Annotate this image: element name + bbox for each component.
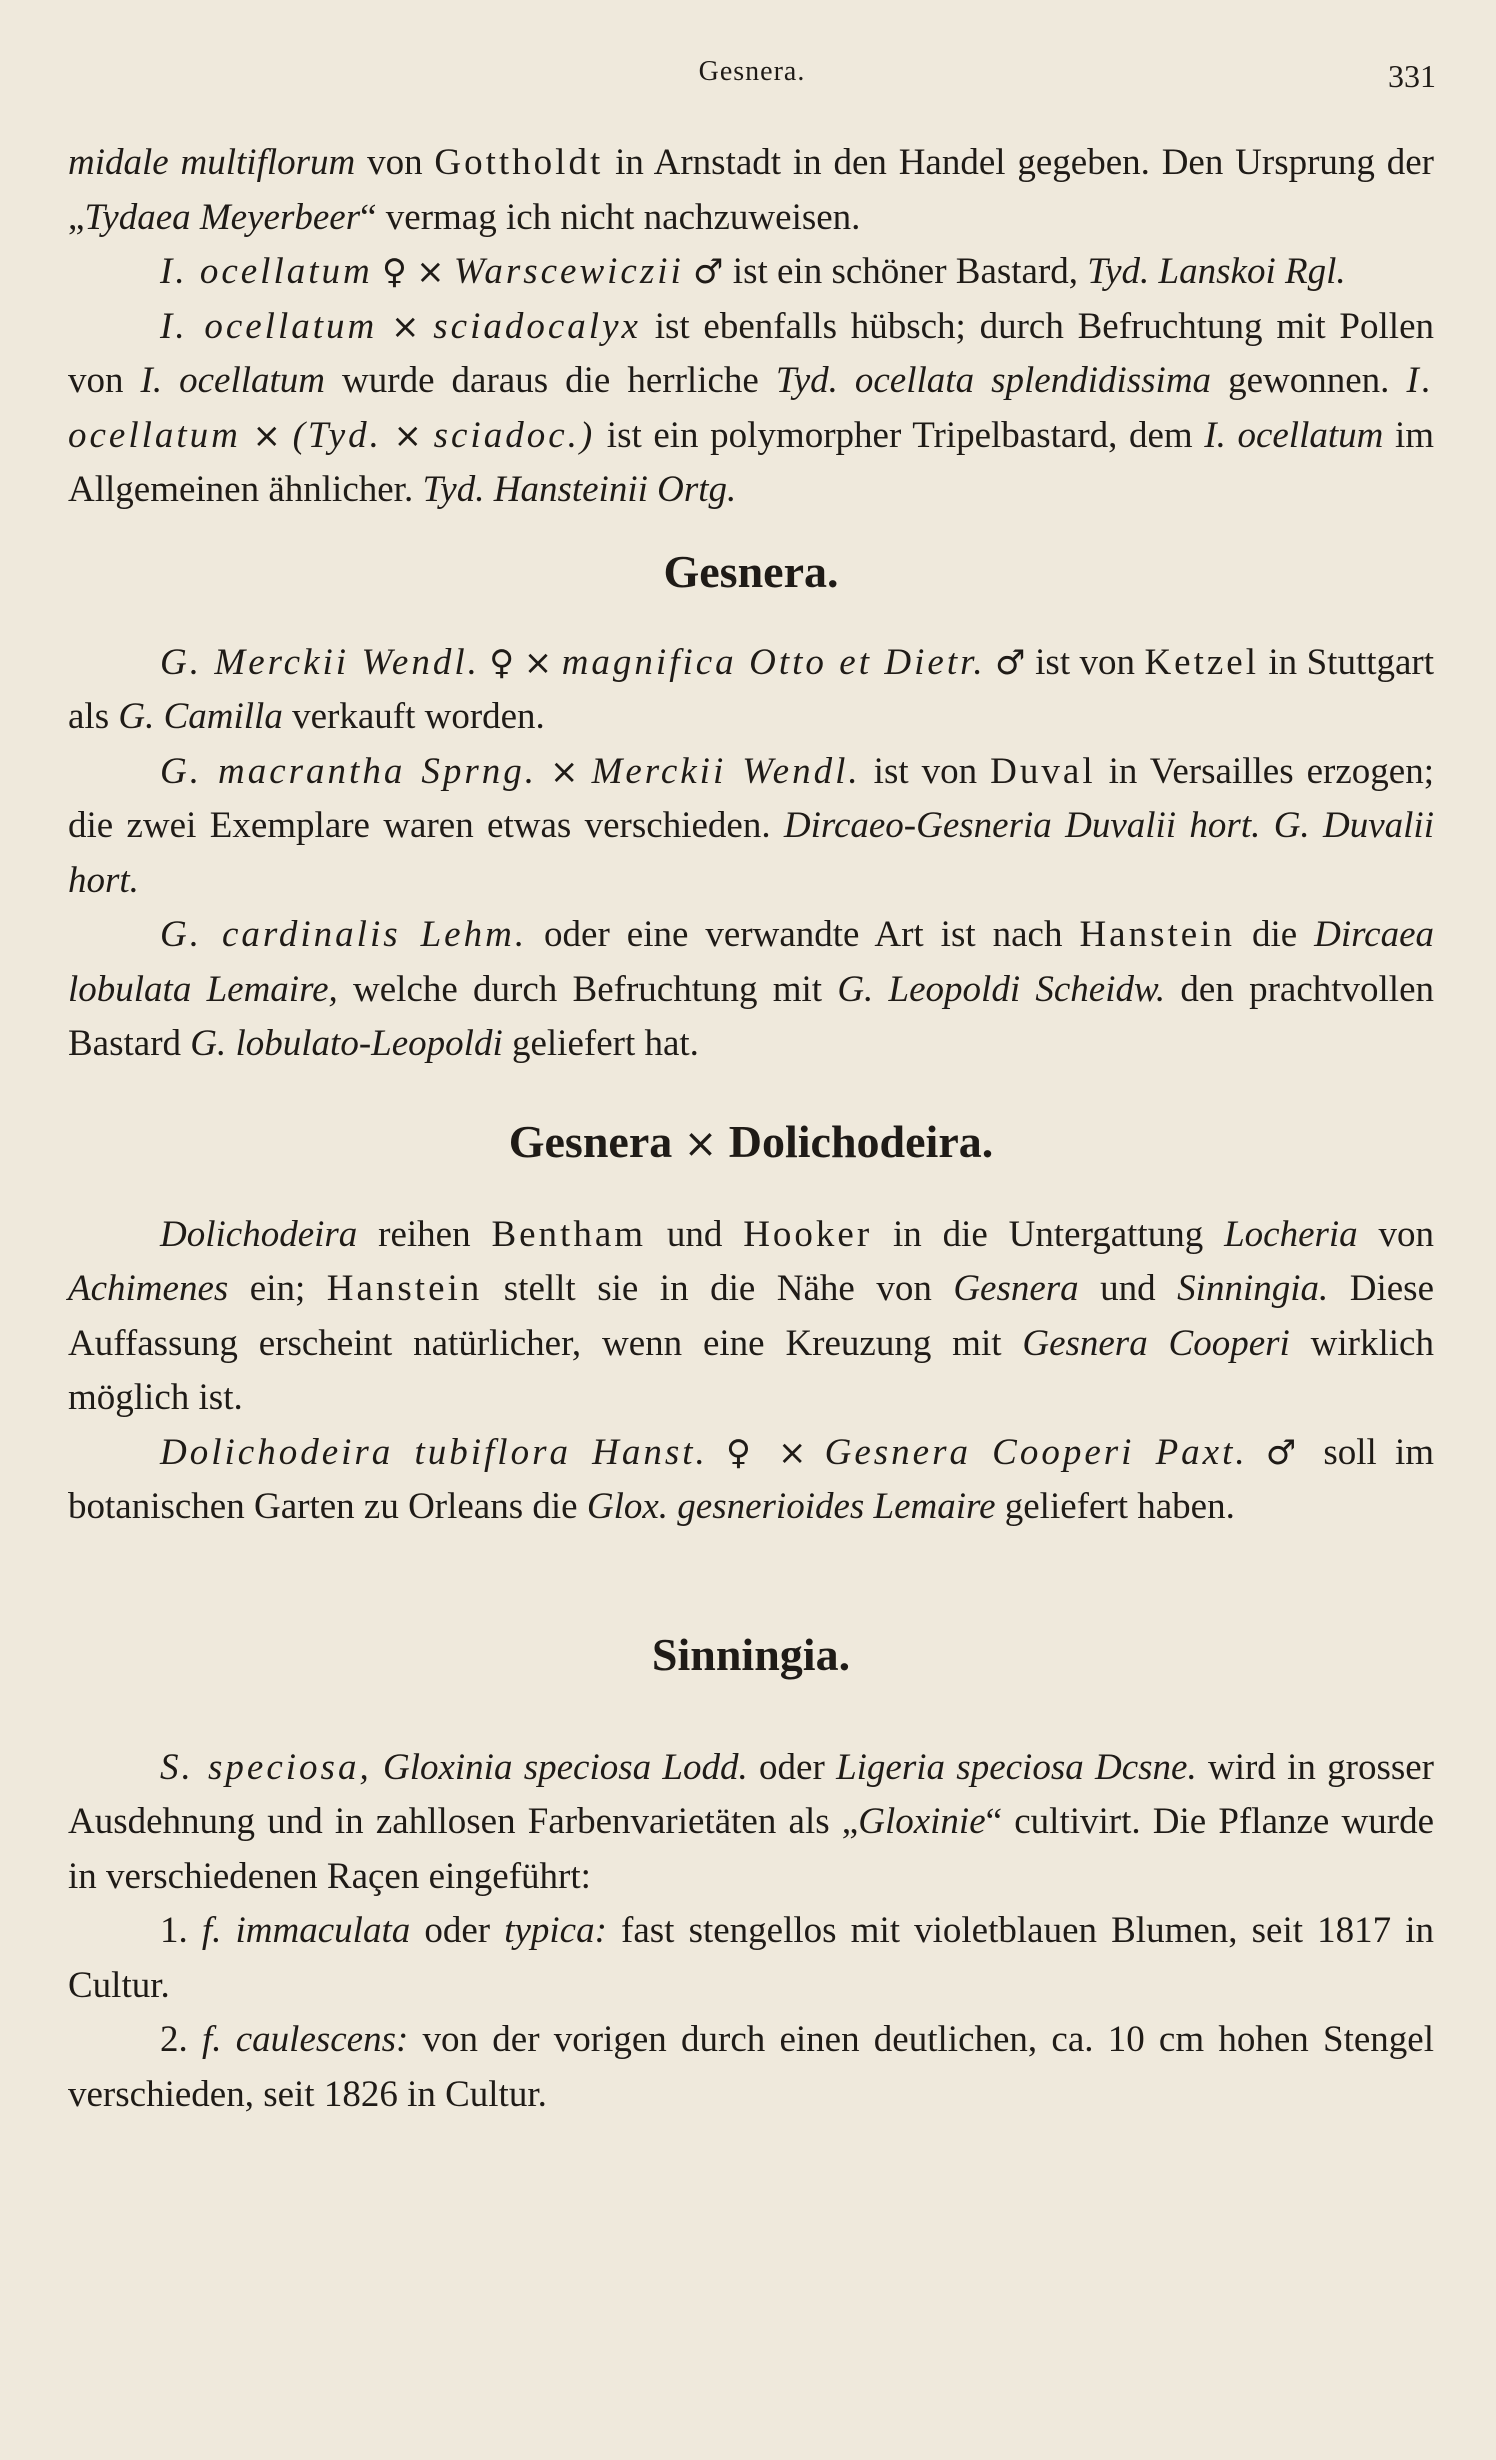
male-symbol-icon: ♂ [693, 252, 724, 292]
list-item-caulescens: 2. f. caulescens: von der vorigen durch einen deutlichen, ca. 10 cm hohen Stengel verschieden, seit 1826 in Cultur. [68, 2019, 1434, 2115]
section-heading-gesnera: Gesnera. [663, 545, 839, 597]
running-head [68, 50, 1436, 100]
section-heading-gesnera-dolichodeira: Gesnera × Dolichodeira. [508, 1115, 994, 1167]
paragraph-tubiflora-cooperi: Dolichodeira tubiflora Hanst. ♀ × Gesnera Cooperi Paxt. ♂ soll im botanischen Garten zu Orleans die Glox. gesnerioides Lemaire geliefert haben. [68, 1431, 1435, 1527]
running-title: Gesnera. [698, 56, 806, 87]
cross-symbol-icon: × [393, 415, 423, 456]
paragraph-ocellatum-warscewiczii: I. ocellatum ♀ × Warscewiczii ♂ ist ein schöner Bastard, Tyd. Lanskoi Rgl. [160, 251, 1346, 292]
female-symbol-icon: ♀ [489, 642, 515, 683]
list-item-immaculata: 1. f. immaculata oder typica: fast stengellos mit violetblauen Blumen, seit 1817 in Cultur. [68, 1910, 1435, 2006]
paragraph-merckii-magnifica: G. Merckii Wendl. ♀ × magnifica Otto et Dietr. ♂ ist von Ketzel in Stuttgart als G. Camilla verkauft worden. [68, 641, 1435, 737]
cross-symbol-icon: × [416, 252, 445, 292]
page-body [68, 136, 1434, 2122]
paragraph-dolichodeira-classification: Dolichodeira reihen Bentham und Hooker in die Untergattung Locheria von Achimenes ein; Hanstein stellt sie in die Nähe von Gesnera und Sinningia. Diese Auffassung erscheint natürlicher, wenn eine Kreuzung mit Gesnera Cooperi wirklich möglich ist. [68, 1213, 1435, 1418]
cross-symbol-icon: × [252, 415, 281, 456]
paragraph-sinningia-speciosa: S. speciosa, Gloxinia speciosa Lodd. oder Ligeria speciosa Dcsne. wird in grosser Ausdehnung und in zahllosen Farbenvarietäten als „Gloxinie“ cultivirt. Die Pflanze wurde in verschiedenen Raçen eingeführt: [68, 1746, 1434, 1897]
paragraph-macrantha-merckii: G. macrantha Sprng. × Merckii Wendl. ist von Duval in Versailles erzogen; die zwei Exemplare waren etwas verschieden. Dircaeo-Gesneria Duvalii hort. G. Duvalii hort. [68, 750, 1435, 901]
cross-symbol-icon: × [391, 306, 420, 347]
paragraph-ocellatum-sciadocalyx: I. ocellatum × sciadocalyx ist ebenfalls hübsch; durch Befruchtung mit Pollen von I. ocellatum wurde daraus die herrliche Tyd. ocellata splendidissima gewonnen. I. ocellatum × (Tyd. × sciadoc.) ist ein polymorpher Tripelbastard, dem I. ocellatum im Allgemeinen ähnlicher. Tyd. Hansteinii Ortg. [68, 305, 1435, 510]
section-heading-sinningia: Sinningia. [651, 1628, 851, 1680]
paragraph-tydaea-origin: midale multiflorum von Gottholdt in Arnstadt in den Handel gegeben. Den Ursprung der „Tydaea Meyerbeer“ vermag ich nicht nachzuweisen. [68, 142, 1434, 238]
female-symbol-icon: ♀ [381, 252, 407, 292]
cross-symbol-icon: × [777, 1432, 807, 1473]
female-symbol-icon: ♀ [725, 1432, 760, 1473]
cross-symbol-icon: × [683, 1120, 718, 1167]
male-symbol-icon: ♂ [995, 642, 1026, 683]
paragraph-cardinalis: G. cardinalis Lehm. oder eine verwandte Art ist nach Hanstein die Dircaea lobulata Lemaire, welche durch Befruchtung mit G. Leopoldi Scheidw. den prachtvollen Bastard G. lobulato-Leopoldi geliefert hat. [68, 914, 1434, 1064]
male-symbol-icon: ♂ [1265, 1432, 1306, 1473]
cross-symbol-icon: × [550, 751, 579, 792]
page-number: 331 [1388, 58, 1436, 94]
cross-symbol-icon: × [523, 642, 553, 683]
